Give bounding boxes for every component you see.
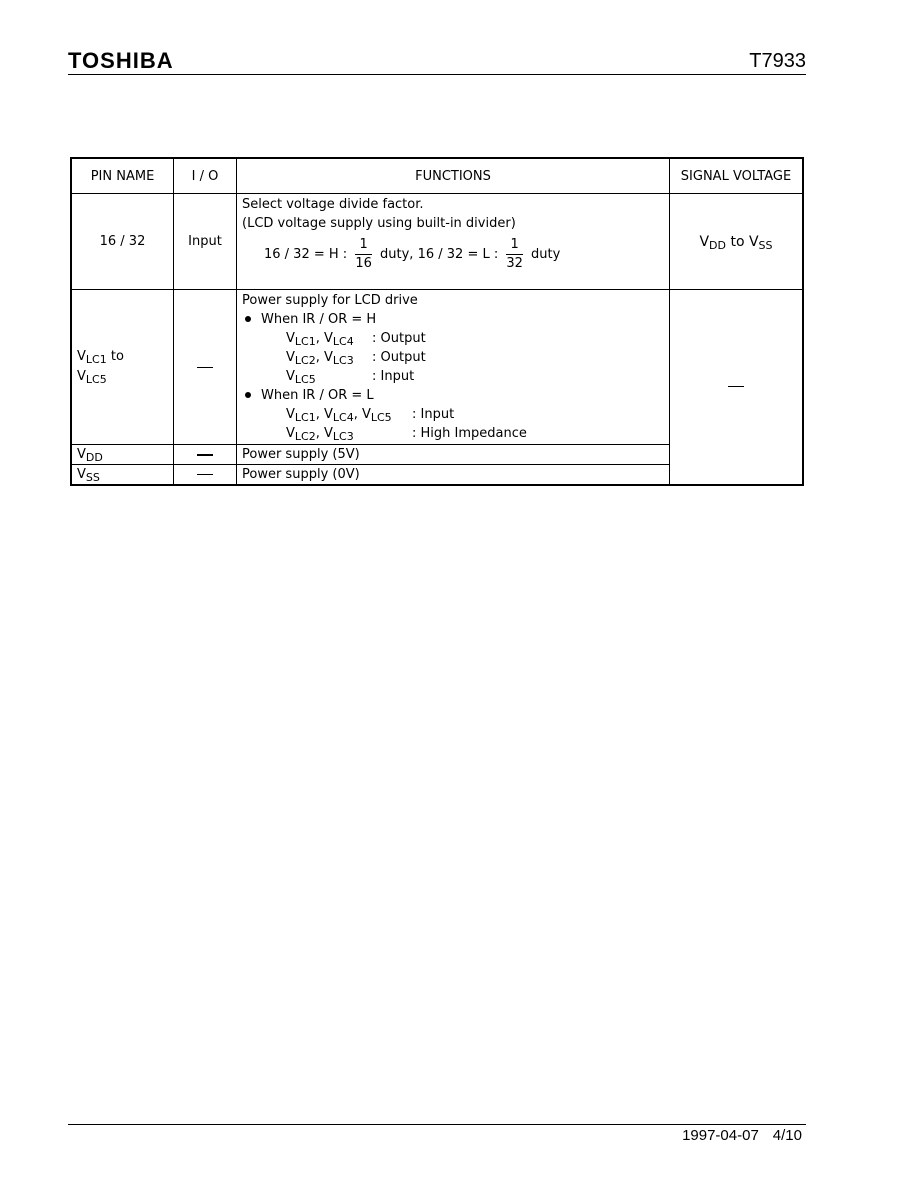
function-text: Power supply for LCD drive bbox=[242, 293, 418, 308]
equation-h-label: 16 / 32 = H : bbox=[264, 247, 348, 262]
header-rule bbox=[68, 74, 806, 75]
fraction-denominator: 16 bbox=[355, 256, 372, 271]
dash-mark bbox=[197, 474, 213, 475]
condition-line: $V_{LC2}$, $V_{LC3}$ : High Impedance bbox=[286, 426, 527, 443]
condition-line: $V_{LC1}$, $V_{LC4}$ : Output bbox=[286, 331, 426, 348]
condition-line: $V_{LC1}$, $V_{LC4}$, $V_{LC5}$ : Input bbox=[286, 407, 455, 424]
dash-mark bbox=[728, 386, 744, 387]
pin-name-16-32: 16 / 32 bbox=[71, 194, 174, 290]
bullet-icon bbox=[245, 316, 251, 322]
io-none bbox=[174, 290, 237, 445]
pin-name-vlc1-to-vlc5: $V_{LC1}$ to $V_{LC5}$ bbox=[71, 290, 174, 445]
io-none bbox=[174, 465, 237, 485]
function-cell bbox=[237, 290, 670, 445]
io-none bbox=[174, 445, 237, 465]
page-number: 4/10 bbox=[772, 1127, 802, 1144]
header-io: I / O bbox=[174, 158, 237, 194]
io-input: Input bbox=[174, 194, 237, 290]
function-power-0v: Power supply (0V) bbox=[237, 465, 670, 485]
document-date: 1997-04-07 bbox=[682, 1127, 759, 1144]
part-number: T7933 bbox=[749, 50, 806, 72]
condition-line: $V_{LC2}$, $V_{LC3}$ : Output bbox=[286, 350, 426, 367]
function-text: Select voltage divide factor. bbox=[242, 197, 424, 212]
signal-voltage-vdd-to-vss: $V_{DD}$ to $V_{SS}$ bbox=[670, 194, 804, 290]
function-power-5v: Power supply (5V) bbox=[237, 445, 670, 465]
function-cell bbox=[237, 194, 670, 290]
bullet-icon bbox=[245, 392, 251, 398]
fraction-1-16 bbox=[355, 236, 372, 273]
equation-l-label: 16 / 32 = L : bbox=[417, 247, 499, 262]
header-signal-voltage: SIGNAL VOLTAGE bbox=[670, 158, 804, 194]
signal-voltage-none bbox=[670, 290, 804, 485]
table-row bbox=[71, 290, 803, 445]
fraction-numerator: 1 bbox=[506, 236, 523, 255]
equation-l-duty: duty bbox=[531, 247, 561, 262]
header-pin-name: PIN NAME bbox=[71, 158, 174, 194]
page-footer bbox=[682, 1127, 802, 1144]
condition-h: When IR / OR = H bbox=[242, 310, 664, 329]
equation-h-duty: duty, bbox=[380, 247, 414, 262]
table-row bbox=[71, 194, 803, 290]
duty-equation bbox=[264, 236, 664, 273]
dash-mark bbox=[197, 454, 213, 456]
fraction-denominator: 32 bbox=[506, 256, 523, 271]
table-header-row bbox=[71, 158, 803, 194]
condition-l: When IR / OR = L bbox=[242, 386, 664, 405]
pin-name-vdd: $V_{DD}$ bbox=[71, 445, 174, 465]
condition-line: $V_{LC5}$ : Input bbox=[286, 369, 415, 386]
pin-function-table bbox=[70, 157, 804, 486]
pin-name-vss: $V_{SS}$ bbox=[71, 465, 174, 485]
function-text: (LCD voltage supply using built-in divider) bbox=[242, 216, 516, 231]
fraction-1-32 bbox=[506, 236, 523, 273]
footer-rule bbox=[68, 1124, 806, 1125]
toshiba-logo: TOSHIBA bbox=[68, 48, 174, 73]
header-functions: FUNCTIONS bbox=[237, 158, 670, 194]
dash-mark bbox=[197, 367, 213, 368]
fraction-numerator: 1 bbox=[355, 236, 372, 255]
